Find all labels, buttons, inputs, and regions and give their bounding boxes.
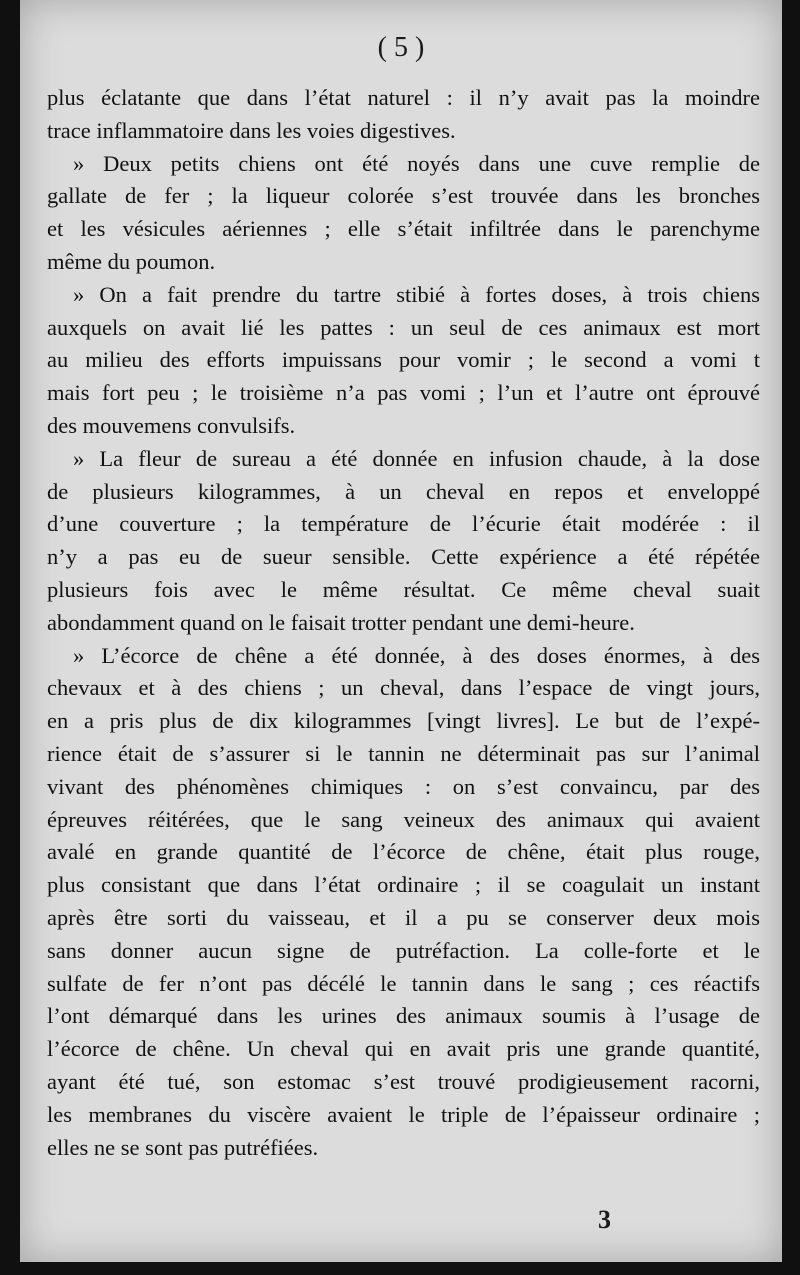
text-line: épreuves réitérées, que le sang veineux des animaux qui avaient <box>47 806 760 832</box>
text-line: gallate de fer ; la liqueur colorée s’est trouvée dans les bronches <box>47 183 760 209</box>
text-line: trace inflammatoire dans les voies digestives. <box>47 117 456 143</box>
text-line: les membranes du viscère avaient le triple de l’épaisseur ordinaire ; <box>47 1101 760 1127</box>
text-line: l’ont démarqué dans les urines des animaux soumis à l’usage de <box>47 1003 760 1029</box>
text-line: sans donner aucun signe de putréfaction. La colle-forte et le <box>47 937 760 963</box>
text-line: chevaux et à des chiens ; un cheval, dans l’espace de vingt jours, <box>47 675 760 701</box>
body-text <box>47 82 760 1164</box>
text-line: » L’écorce de chêne a été donnée, à des doses énormes, à des <box>73 642 760 668</box>
signature-mark: 3 <box>598 1205 611 1234</box>
text-line: même du poumon. <box>47 248 216 274</box>
page-number: ( 5 ) <box>377 32 425 63</box>
text-line: en a pris plus de dix kilogrammes [vingt livres]. Le but de l’expé- <box>47 708 760 734</box>
text-line: au milieu des efforts impuissans pour vomir ; le second a vomi t <box>47 347 760 373</box>
text-line: de plusieurs kilogrammes, à un cheval en repos et enveloppé <box>47 478 760 504</box>
text-line: mais fort peu ; le troisième n’a pas vomi ; l’un et l’autre ont éprouvé <box>47 380 760 406</box>
text-line: auxquels on avait lié les pattes : un seul de ces animaux est mort <box>47 314 760 340</box>
text-line: et les vésicules aériennes ; elle s’était infiltrée dans le parenchyme <box>47 216 760 242</box>
text-line: avalé en grande quantité de l’écorce de chêne, était plus rouge, <box>47 839 760 865</box>
text-line: n’y a pas eu de sueur sensible. Cette expérience a été répétée <box>47 544 760 570</box>
text-line: après être sorti du vaisseau, et il a pu se conserver deux mois <box>47 904 760 930</box>
book-page <box>20 0 782 1262</box>
text-line: sulfate de fer n’ont pas décélé le tannin dans le sang ; ces réactifs <box>47 970 760 996</box>
text-line: rience était de s’assurer si le tannin ne déterminait pas sur l’animal <box>47 740 760 766</box>
text-line: ayant été tué, son estomac s’est trouvé prodigieusement racorni, <box>47 1068 760 1094</box>
text-line: plus éclatante que dans l’état naturel : il n’y avait pas la moindre <box>47 85 760 110</box>
text-line: des mouvemens convulsifs. <box>47 412 296 438</box>
text-line: » La fleur de sureau a été donnée en infusion chaude, à la dose <box>73 445 760 471</box>
text-line: plus consistant que dans l’état ordinaire ; il se coagulait un instant <box>47 872 760 898</box>
text-line: » Deux petits chiens ont été noyés dans une cuve remplie de <box>73 150 760 176</box>
text-line: » On a fait prendre du tartre stibié à fortes doses, à trois chiens <box>73 281 760 307</box>
text-line: d’une couverture ; la température de l’écurie était modérée : il <box>47 511 760 537</box>
text-line: plusieurs fois avec le même résultat. Ce même cheval suait <box>47 576 760 602</box>
text-line: l’écorce de chêne. Un cheval qui en avait pris une grande quantité, <box>47 1036 760 1062</box>
text-line: abondamment quand on le faisait trotter pendant une demi-heure. <box>47 609 635 635</box>
text-line: vivant des phénomènes chimiques : on s’est convaincu, par des <box>47 773 760 799</box>
text-line: elles ne se sont pas putréfiées. <box>47 1134 319 1160</box>
